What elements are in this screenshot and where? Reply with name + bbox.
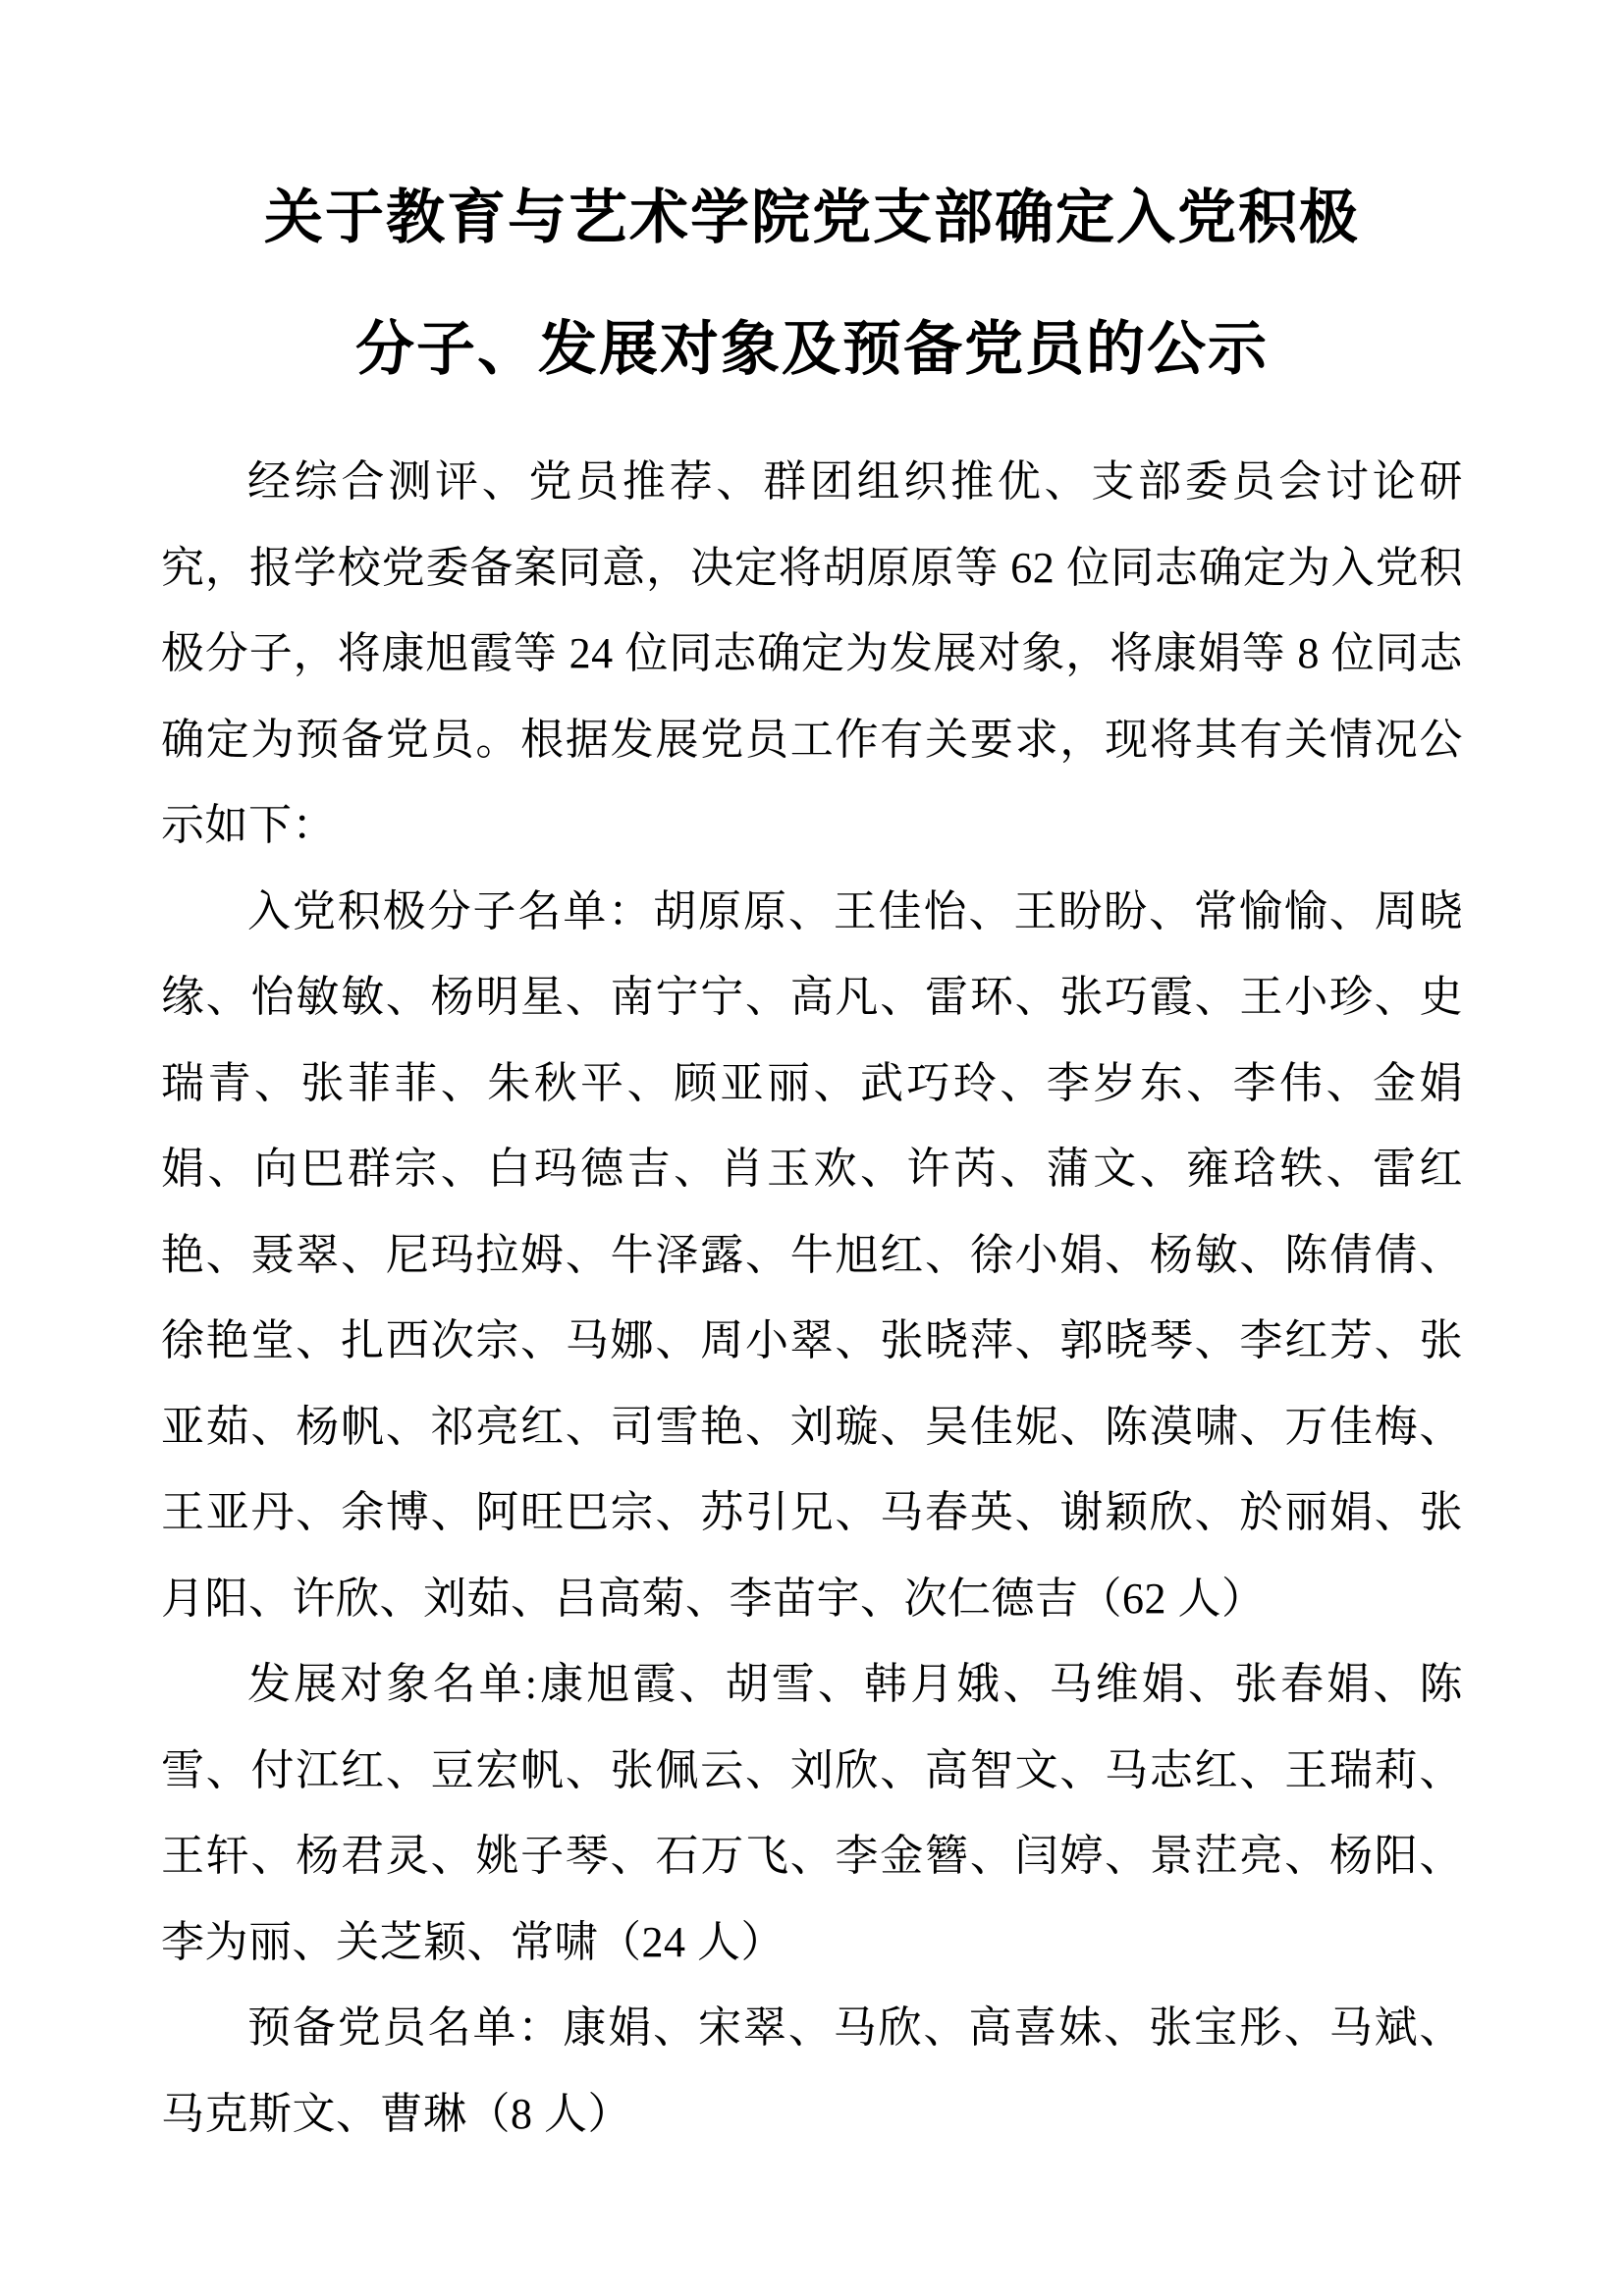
title-line-1: 关于教育与艺术学院党支部确定入党积极 <box>264 186 1360 250</box>
paragraph-activist-list: 入党积极分子名单：胡原原、王佳怡、王盼盼、常愉愉、周晓缘、怡敏敏、杨明星、南宁宁、高凡、雷环、张巧霞、王小珍、史瑞青、张菲菲、朱秋平、顾亚丽、武巧玲、李岁东、李伟、金娟娟、向巴群宗、白玛德吉、肖玉欢、许芮、蒲文、雍琀轶、雷红艳、聂翠、尼玛拉姆、牛泽露、牛旭红、徐小娟、杨敏、陈倩倩、徐艳堂、扎西次宗、马娜、周小翠、张晓萍、郭晓琴、李红芳、张亚茹、杨帆、祁亮红、司雪艳、刘璇、吴佳妮、陈漠啸、万佳梅、王亚丹、余博、阿旺巴宗、苏引兄、马春英、谢颖欣、於丽娟、张月阳、许欣、刘茹、吕高菊、李苗宇、次仁德吉（62 人） <box>161 886 1463 1623</box>
paragraph-development-list: 发展对象名单:康旭霞、胡雪、韩月娥、马维娟、张春娟、陈雪、付江红、豆宏帆、张佩云、刘欣、高智文、马志红、王瑞莉、王轩、杨君灵、姚子琴、石万飞、李金簪、闫婷、景茳亮、杨阳、李为丽、关芝颖、常啸（24 人） <box>161 1660 1463 1966</box>
paragraph-probationary-list: 预备党员名单：康娟、宋翠、马欣、高喜妹、张宝彤、马斌、马克斯文、曹琳（8 人） <box>161 2003 1463 2138</box>
title-line-2: 分子、发展对象及预备党员的公示 <box>355 317 1269 382</box>
paragraph-intro: 经综合测评、党员推荐、群团组织推优、支部委员会讨论研究，报学校党委备案同意，决定将胡原原等 62 位同志确定为入党积极分子，将康旭霞等 24 位同志确定为发展对象，将康娟等 8 位同志确定为预备党员。根据发展党员工作有关要求，现将其有关情况公示如下： <box>161 457 1463 849</box>
document-body <box>161 439 1463 2157</box>
document-title <box>161 152 1463 415</box>
